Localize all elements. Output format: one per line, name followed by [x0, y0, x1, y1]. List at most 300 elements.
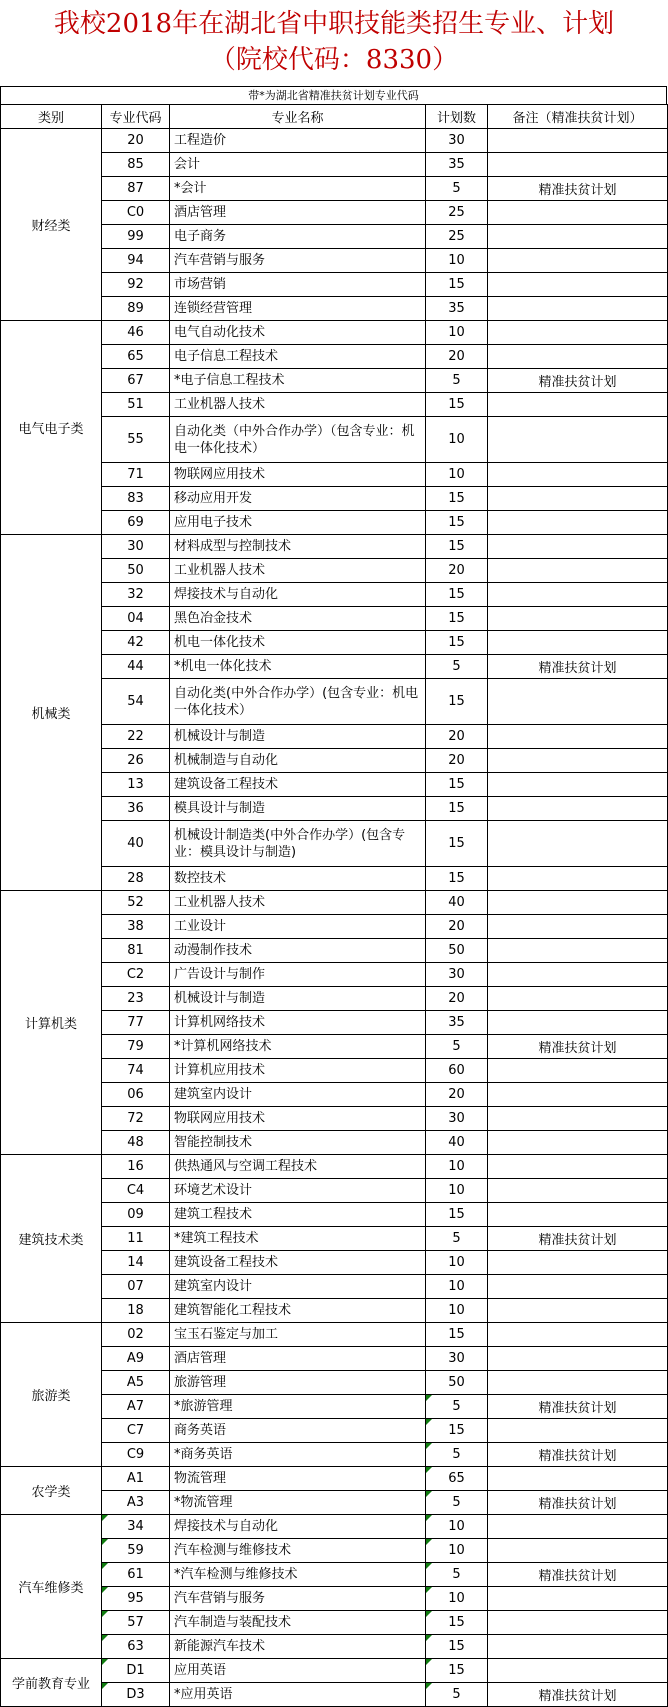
cell-flag-marker: [102, 1515, 108, 1521]
name-cell-text: 智能控制技术: [174, 1135, 253, 1150]
code-cell: [102, 1587, 170, 1611]
name-cell: [170, 345, 426, 369]
table-row: [1, 1275, 668, 1299]
count-cell: [426, 511, 488, 535]
code-cell-text: 72: [127, 1111, 144, 1126]
table-row: [1, 463, 668, 487]
note-cell: [488, 535, 668, 559]
count-cell-text: 20: [448, 919, 465, 934]
name-cell-text: 应用电子技术: [174, 515, 253, 530]
count-cell: [426, 1419, 488, 1443]
code-cell: [102, 225, 170, 249]
code-cell-text: 67: [127, 373, 144, 388]
count-cell-text: 15: [448, 694, 465, 709]
count-cell: [426, 821, 488, 867]
table-row: [1, 1467, 668, 1491]
name-cell-text: 机械制造与自动化: [174, 753, 279, 768]
table-row: [1, 1491, 668, 1515]
code-cell: [102, 345, 170, 369]
code-cell-text: 83: [127, 491, 144, 506]
note-cell: [488, 1059, 668, 1083]
count-cell: [426, 1179, 488, 1203]
count-cell: [426, 345, 488, 369]
code-cell-text: 65: [127, 349, 144, 364]
name-cell-text: 工业机器人技术: [174, 397, 266, 412]
page-subtitle: （院校代码：8330）: [209, 45, 459, 75]
code-cell-text: 69: [127, 515, 144, 530]
name-cell-text: 计算机应用技术: [174, 1063, 266, 1078]
name-cell: [170, 1035, 426, 1059]
note-cell: [488, 225, 668, 249]
name-cell: [170, 1467, 426, 1491]
code-cell-text: 38: [127, 919, 144, 934]
table-row: [1, 321, 668, 345]
count-cell: [426, 177, 488, 201]
name-cell: [170, 153, 426, 177]
code-cell: [102, 1515, 170, 1539]
table-row: [1, 1539, 668, 1563]
name-cell: [170, 559, 426, 583]
code-cell-text: 85: [127, 157, 144, 172]
code-cell-text: 07: [127, 1279, 144, 1294]
table-row: [1, 1059, 668, 1083]
name-cell-text: 建筑室内设计: [174, 1279, 253, 1294]
count-cell-text: 15: [448, 871, 465, 886]
note-cell: [488, 1515, 668, 1539]
note-cell: [488, 201, 668, 225]
note-cell: [488, 1491, 668, 1515]
name-cell-text: 物流管理: [174, 1471, 227, 1486]
cell-flag-marker: [426, 1443, 432, 1449]
table-row: [1, 1251, 668, 1275]
name-cell-text: 会计: [174, 157, 201, 172]
name-cell: [170, 1107, 426, 1131]
table-row: [1, 249, 668, 273]
count-cell-text: 15: [448, 515, 465, 530]
note-cell: [488, 1155, 668, 1179]
code-cell-text: 50: [127, 563, 144, 578]
count-cell-text: 35: [448, 157, 465, 172]
name-cell: [170, 129, 426, 153]
count-cell-text: 5: [452, 1567, 461, 1582]
count-cell: [426, 773, 488, 797]
table-row: [1, 345, 668, 369]
name-cell-text: 机械设计与制造: [174, 729, 266, 744]
name-cell-text: 建筑智能化工程技术: [174, 1303, 292, 1318]
table-row: [1, 679, 668, 725]
table-row: [1, 1587, 668, 1611]
note-cell: [488, 1683, 668, 1707]
code-cell-text: 94: [127, 253, 144, 268]
name-cell: [170, 1539, 426, 1563]
table-row: [1, 177, 668, 201]
code-cell-text: 52: [127, 895, 144, 910]
note-cell: [488, 1203, 668, 1227]
code-cell: [102, 1371, 170, 1395]
name-cell: [170, 1659, 426, 1683]
name-cell-text: 黑色冶金技术: [174, 611, 253, 626]
cell-flag-marker: [426, 1659, 432, 1665]
code-cell: [102, 867, 170, 891]
header-count: 计划数: [426, 105, 488, 129]
code-cell: [102, 1059, 170, 1083]
count-cell: [426, 1491, 488, 1515]
code-cell-text: 92: [127, 277, 144, 292]
name-cell: [170, 273, 426, 297]
code-cell: [102, 1131, 170, 1155]
name-cell-text: 工业设计: [174, 919, 227, 934]
count-cell: [426, 201, 488, 225]
cell-flag-marker: [426, 1683, 432, 1689]
note-cell: [488, 369, 668, 393]
name-cell: [170, 511, 426, 535]
table-row: [1, 535, 668, 559]
name-cell: [170, 867, 426, 891]
note-cell: [488, 583, 668, 607]
count-cell-text: 15: [448, 1615, 465, 1630]
table-row: [1, 1347, 668, 1371]
name-cell-text: *旅游管理: [174, 1399, 233, 1414]
name-cell-text: 建筑室内设计: [174, 1087, 253, 1102]
code-cell-text: 28: [127, 871, 144, 886]
count-cell-text: 10: [448, 1159, 465, 1174]
name-cell-text: 焊接技术与自动化: [174, 587, 279, 602]
table-row: [1, 297, 668, 321]
table-row: [1, 1515, 668, 1539]
category-cell: 财经类: [1, 129, 102, 321]
cell-flag-marker: [102, 1659, 108, 1665]
note-cell-text: 精准扶贫计划: [538, 1689, 617, 1704]
count-cell-text: 25: [448, 229, 465, 244]
code-cell: [102, 679, 170, 725]
table-row: [1, 369, 668, 393]
note-cell: [488, 915, 668, 939]
name-cell: [170, 1563, 426, 1587]
cell-flag-marker: [102, 1611, 108, 1617]
code-cell-text: 77: [127, 1015, 144, 1030]
table-row: [1, 1611, 668, 1635]
note-cell-text: 精准扶贫计划: [538, 1233, 617, 1248]
count-cell-text: 20: [448, 563, 465, 578]
name-cell: [170, 655, 426, 679]
count-cell: [426, 1563, 488, 1587]
count-cell: [426, 1323, 488, 1347]
count-cell-text: 10: [448, 467, 465, 482]
count-cell-text: 30: [448, 133, 465, 148]
count-cell-text: 15: [448, 277, 465, 292]
note-cell: [488, 655, 668, 679]
note-cell: [488, 1443, 668, 1467]
count-cell: [426, 225, 488, 249]
name-cell: [170, 177, 426, 201]
cell-flag-marker: [102, 1539, 108, 1545]
name-cell-text: 汽车制造与装配技术: [174, 1615, 292, 1630]
cell-flag-marker: [426, 1395, 432, 1401]
code-cell: [102, 535, 170, 559]
count-cell-text: 20: [448, 729, 465, 744]
note-cell: [488, 987, 668, 1011]
count-cell: [426, 463, 488, 487]
name-cell-text: 宝玉石鉴定与加工: [174, 1327, 279, 1342]
name-cell: [170, 1083, 426, 1107]
code-cell: [102, 891, 170, 915]
name-cell-text: 酒店管理: [174, 205, 227, 220]
table-row: [1, 773, 668, 797]
code-cell: [102, 249, 170, 273]
code-cell-text: 32: [127, 587, 144, 602]
count-cell-text: 15: [448, 1423, 465, 1438]
name-cell: [170, 201, 426, 225]
name-cell: [170, 369, 426, 393]
note-cell: [488, 321, 668, 345]
table-row: [1, 1323, 668, 1347]
code-cell-text: 63: [127, 1639, 144, 1654]
count-cell: [426, 607, 488, 631]
cell-flag-marker: [102, 1587, 108, 1593]
code-cell-text: 59: [127, 1543, 144, 1558]
table-row: [1, 1419, 668, 1443]
name-cell: [170, 679, 426, 725]
code-cell-text: A1: [126, 1471, 145, 1486]
table-row: [1, 1155, 668, 1179]
count-cell: [426, 725, 488, 749]
count-cell-text: 5: [452, 1039, 461, 1054]
name-cell: [170, 1491, 426, 1515]
code-cell: [102, 463, 170, 487]
note-cell: [488, 129, 668, 153]
count-cell: [426, 939, 488, 963]
count-cell-text: 30: [448, 1111, 465, 1126]
code-cell: [102, 963, 170, 987]
name-cell: [170, 749, 426, 773]
count-cell: [426, 1275, 488, 1299]
code-cell: [102, 1635, 170, 1659]
code-cell-text: 13: [127, 777, 144, 792]
code-cell: [102, 1467, 170, 1491]
name-cell: [170, 463, 426, 487]
note-cell: [488, 1563, 668, 1587]
table-row: [1, 511, 668, 535]
name-cell-text: 旅游管理: [174, 1375, 227, 1390]
table-header-row: [1, 105, 668, 129]
table-row: [1, 1659, 668, 1683]
name-cell-text: 焊接技术与自动化: [174, 1519, 279, 1534]
table-row: [1, 867, 668, 891]
name-cell-text: *计算机网络技术: [174, 1039, 272, 1054]
count-cell: [426, 1011, 488, 1035]
code-cell-text: 99: [127, 229, 144, 244]
note-cell-text: 精准扶贫计划: [538, 661, 617, 676]
count-cell: [426, 321, 488, 345]
name-cell: [170, 225, 426, 249]
name-cell: [170, 1299, 426, 1323]
code-cell-text: C9: [126, 1447, 145, 1462]
code-cell-text: 79: [127, 1039, 144, 1054]
code-cell: [102, 1491, 170, 1515]
count-cell-text: 15: [448, 539, 465, 554]
category-cell: 电气电子类: [1, 321, 102, 535]
count-cell: [426, 1395, 488, 1419]
code-cell: [102, 511, 170, 535]
count-cell: [426, 1059, 488, 1083]
name-cell: [170, 1275, 426, 1299]
code-cell-text: 04: [127, 611, 144, 626]
count-cell: [426, 417, 488, 463]
code-cell: [102, 1155, 170, 1179]
table-row: [1, 583, 668, 607]
code-cell-text: 30: [127, 539, 144, 554]
code-cell: [102, 1203, 170, 1227]
note-cell: [488, 749, 668, 773]
code-cell: [102, 393, 170, 417]
table-row: [1, 1395, 668, 1419]
name-cell-text: 动漫制作技术: [174, 943, 253, 958]
count-cell-text: 5: [452, 181, 461, 196]
name-cell: [170, 1179, 426, 1203]
name-cell-text: *电子信息工程技术: [174, 373, 285, 388]
note-cell: [488, 1371, 668, 1395]
count-cell-text: 15: [448, 801, 465, 816]
code-cell-text: 11: [127, 1231, 144, 1246]
code-cell: [102, 1275, 170, 1299]
note-cell: [488, 631, 668, 655]
name-cell-text: 新能源汽车技术: [174, 1639, 266, 1654]
note-cell-text: 精准扶贫计划: [538, 1041, 617, 1056]
count-cell: [426, 1659, 488, 1683]
name-cell-text: 建筑设备工程技术: [174, 1255, 279, 1270]
code-cell-text: 54: [127, 694, 144, 709]
name-cell: [170, 963, 426, 987]
code-cell: [102, 1419, 170, 1443]
table-row: [1, 1035, 668, 1059]
table-row: [1, 393, 668, 417]
code-cell: [102, 1347, 170, 1371]
code-cell-text: 44: [127, 659, 144, 674]
note-cell: [488, 1035, 668, 1059]
table-row: [1, 153, 668, 177]
code-cell-text: 14: [127, 1255, 144, 1270]
name-cell: [170, 821, 426, 867]
cell-flag-marker: [426, 1563, 432, 1569]
count-cell: [426, 631, 488, 655]
note-cell: [488, 1179, 668, 1203]
category-cell: 农学类: [1, 1467, 102, 1515]
count-cell-text: 10: [448, 432, 465, 447]
code-cell: [102, 559, 170, 583]
count-cell: [426, 1155, 488, 1179]
count-cell-text: 15: [448, 611, 465, 626]
count-cell: [426, 655, 488, 679]
name-cell-text: *机电一体化技术: [174, 659, 272, 674]
code-cell: [102, 1011, 170, 1035]
count-cell: [426, 1371, 488, 1395]
note-cell: [488, 1659, 668, 1683]
header-name: 专业名称: [170, 105, 426, 129]
name-cell-text: 广告设计与制作: [174, 967, 266, 982]
name-cell-text: 汽车检测与维修技术: [174, 1543, 292, 1558]
note-cell: [488, 559, 668, 583]
count-cell: [426, 1299, 488, 1323]
note-cell: [488, 1131, 668, 1155]
name-cell: [170, 1587, 426, 1611]
cell-flag-marker: [426, 1491, 432, 1497]
table-row: [1, 749, 668, 773]
code-cell-text: 71: [127, 467, 144, 482]
cell-flag-marker: [426, 1587, 432, 1593]
table-row: [1, 939, 668, 963]
name-cell-text: 计算机网络技术: [174, 1015, 266, 1030]
code-cell-text: A7: [126, 1399, 145, 1414]
cell-flag-marker: [426, 1515, 432, 1521]
name-cell-text: 应用英语: [174, 1663, 227, 1678]
code-cell-text: 89: [127, 301, 144, 316]
code-cell-text: 23: [127, 991, 144, 1006]
page-title: 我校2018年在湖北省中职技能类招生专业、计划: [53, 9, 615, 39]
cell-flag-marker: [426, 1539, 432, 1545]
table-row: [1, 821, 668, 867]
count-cell: [426, 1227, 488, 1251]
name-cell: [170, 987, 426, 1011]
code-cell-text: A3: [126, 1495, 145, 1510]
category-cell: 学前教育专业: [1, 1659, 102, 1707]
count-cell: [426, 153, 488, 177]
category-cell: 机械类: [1, 535, 102, 891]
name-cell-text: *汽车检测与维修技术: [174, 1567, 298, 1582]
code-cell-text: 81: [127, 943, 144, 958]
cell-flag-marker: [102, 1635, 108, 1641]
name-cell: [170, 1371, 426, 1395]
count-cell-text: 30: [448, 967, 465, 982]
code-cell: [102, 583, 170, 607]
table-row: [1, 273, 668, 297]
code-cell-text: C2: [126, 967, 145, 982]
count-cell-text: 10: [448, 1255, 465, 1270]
note-cell: [488, 1107, 668, 1131]
code-cell: [102, 749, 170, 773]
code-cell-text: D3: [126, 1687, 145, 1702]
count-cell-text: 5: [452, 1687, 461, 1702]
name-cell: [170, 1059, 426, 1083]
code-cell: [102, 1659, 170, 1683]
name-cell-text: 自动化类(中外合作办学）(包含专业：机电一体化技术）: [174, 685, 419, 718]
count-cell: [426, 1635, 488, 1659]
code-cell: [102, 1443, 170, 1467]
note-cell: [488, 1011, 668, 1035]
count-cell-text: 35: [448, 1015, 465, 1030]
code-cell-text: 55: [127, 432, 144, 447]
note-cell: [488, 891, 668, 915]
name-cell: [170, 891, 426, 915]
note-cell: [488, 249, 668, 273]
code-cell: [102, 417, 170, 463]
note-cell-text: 精准扶贫计划: [538, 1497, 617, 1512]
code-cell: [102, 153, 170, 177]
table-row: [1, 1563, 668, 1587]
code-cell: [102, 297, 170, 321]
table-row: [1, 725, 668, 749]
count-cell: [426, 1683, 488, 1707]
count-cell: [426, 369, 488, 393]
count-cell-text: 50: [448, 1375, 465, 1390]
count-cell-text: 15: [448, 635, 465, 650]
count-cell: [426, 1203, 488, 1227]
table-row: [1, 1179, 668, 1203]
name-cell-text: 电子商务: [174, 229, 227, 244]
name-cell: [170, 631, 426, 655]
count-cell-text: 15: [448, 1327, 465, 1342]
name-cell-text: 汽车营销与服务: [174, 253, 266, 268]
table-row: [1, 607, 668, 631]
